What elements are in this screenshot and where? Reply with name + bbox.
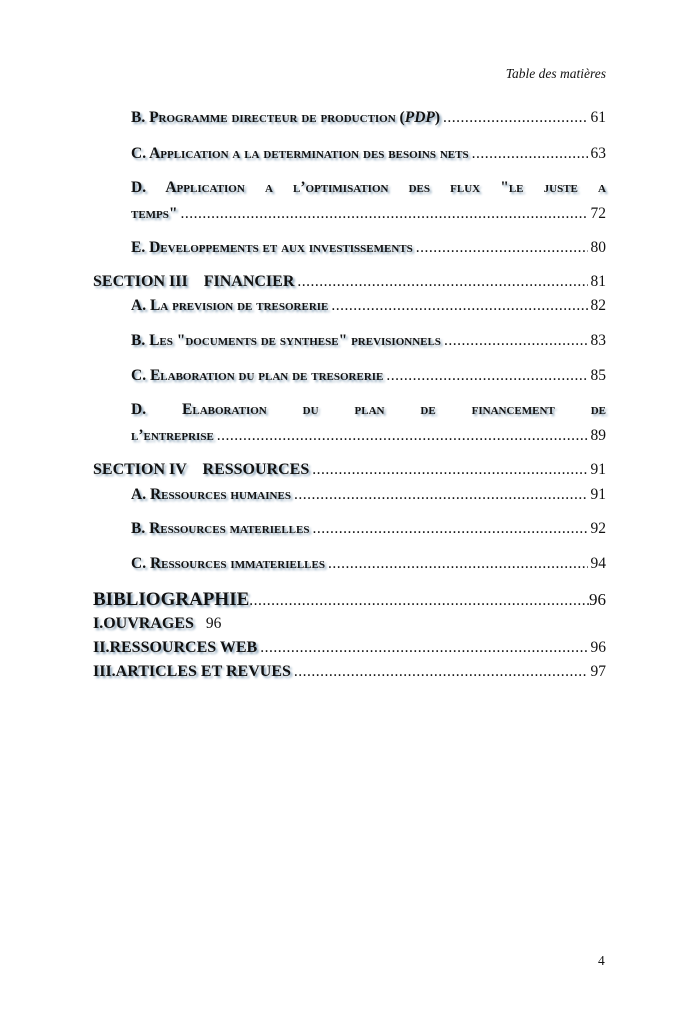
dot-leader [217, 426, 588, 446]
toc-entry-title: A. Ressources humaines [131, 486, 291, 503]
dot-leader [416, 238, 588, 258]
dot-leader [297, 272, 587, 292]
toc-entry-page: 96 [589, 590, 606, 609]
toc-section[interactable] [93, 272, 606, 292]
dot-leader [312, 460, 587, 480]
toc-entry-page: 72 [590, 205, 606, 222]
toc-entry-page: 82 [590, 297, 606, 314]
toc-entry-title: C. Application a la determination des besoins nets [131, 145, 469, 162]
toc-entry[interactable] [131, 296, 606, 316]
dot-leader [331, 296, 587, 316]
dot-leader [294, 662, 588, 682]
toc-entry[interactable] [131, 204, 606, 224]
toc-entry-page: 85 [590, 367, 606, 384]
toc-section-title: II.RESSOURCES WEB [93, 639, 258, 656]
toc-entry-line1[interactable] [131, 400, 606, 420]
toc-entry-title: C. Ressources immaterielles [131, 555, 325, 572]
page-number: 4 [598, 953, 605, 968]
toc-section[interactable] [93, 638, 606, 658]
toc-entry-page: 96 [590, 639, 606, 656]
toc-section-title: I.OUVRAGES [93, 615, 194, 632]
dot-leader [443, 108, 587, 128]
dot-leader [294, 485, 588, 505]
toc-entry-title: B. Les "documents de synthese" previsionnels [131, 332, 441, 349]
toc-entry[interactable] [131, 519, 606, 539]
toc-entry-page: 63 [590, 145, 606, 162]
toc-entry-page: 80 [590, 239, 606, 256]
toc-entry[interactable] [131, 331, 606, 351]
dot-leader [181, 204, 588, 224]
toc-section[interactable] [93, 614, 606, 634]
toc-entry-title-cont: l’entreprise [131, 427, 214, 444]
toc-section-title: III.ARTICLES ET REVUES [93, 663, 291, 680]
toc-entry-title: C. Elaboration du plan de tresorerie [131, 367, 384, 384]
running-header: Table des matières [505, 66, 606, 81]
toc-entry-title: E. Developpements et aux investissements [131, 239, 413, 256]
dot-leader [472, 144, 588, 164]
dot-leader [328, 554, 588, 574]
toc-entry[interactable] [131, 238, 606, 258]
toc-entry-title: D. Elaboration du plan de financement de [131, 401, 606, 418]
toc-entry-page: 91 [590, 486, 606, 503]
dot-leader [312, 519, 587, 539]
toc-entry[interactable] [131, 426, 606, 446]
toc-entry-page: 81 [590, 273, 606, 290]
dot-leader [386, 366, 587, 386]
dot-leader [260, 638, 587, 658]
toc-entry-page: 91 [590, 461, 606, 478]
toc-entry-title: B. Programme directeur de production (PDP) [131, 109, 441, 126]
toc-entry[interactable] [131, 366, 606, 386]
toc-entry-title: D. Application a l’optimisation des flux "le juste a [131, 179, 606, 196]
toc-section-title: SECTION III FINANCIER [93, 273, 295, 290]
toc-section[interactable] [93, 662, 606, 682]
toc-entry-page: 83 [590, 332, 606, 349]
toc-entry-page: 96 [205, 615, 222, 632]
toc-entry[interactable] [131, 108, 606, 128]
dot-leader [249, 591, 589, 611]
dot-leader [444, 331, 588, 351]
toc-entry-title: B. Ressources materielles [131, 520, 310, 537]
toc-section[interactable] [93, 460, 606, 480]
toc-section-title: SECTION IV RESSOURCES [93, 461, 310, 478]
toc-entry[interactable] [131, 485, 606, 505]
toc-entry-page: 61 [590, 109, 606, 126]
toc-entry-line1[interactable] [131, 178, 606, 198]
toc-entry-page: 89 [590, 427, 606, 444]
toc-entry[interactable] [131, 144, 606, 164]
toc-chapter-title: BIBLIOGRAPHIE [93, 589, 250, 610]
toc-entry-page: 97 [590, 663, 606, 680]
toc-entry-page: 94 [590, 555, 606, 572]
toc-entry-page: 92 [590, 520, 606, 537]
toc-entry-title-cont: temps" [131, 205, 178, 222]
toc-entry-title: A. La prevision de tresorerie [131, 297, 329, 314]
toc-chapter[interactable] [93, 590, 606, 610]
toc-entry[interactable] [131, 554, 606, 574]
